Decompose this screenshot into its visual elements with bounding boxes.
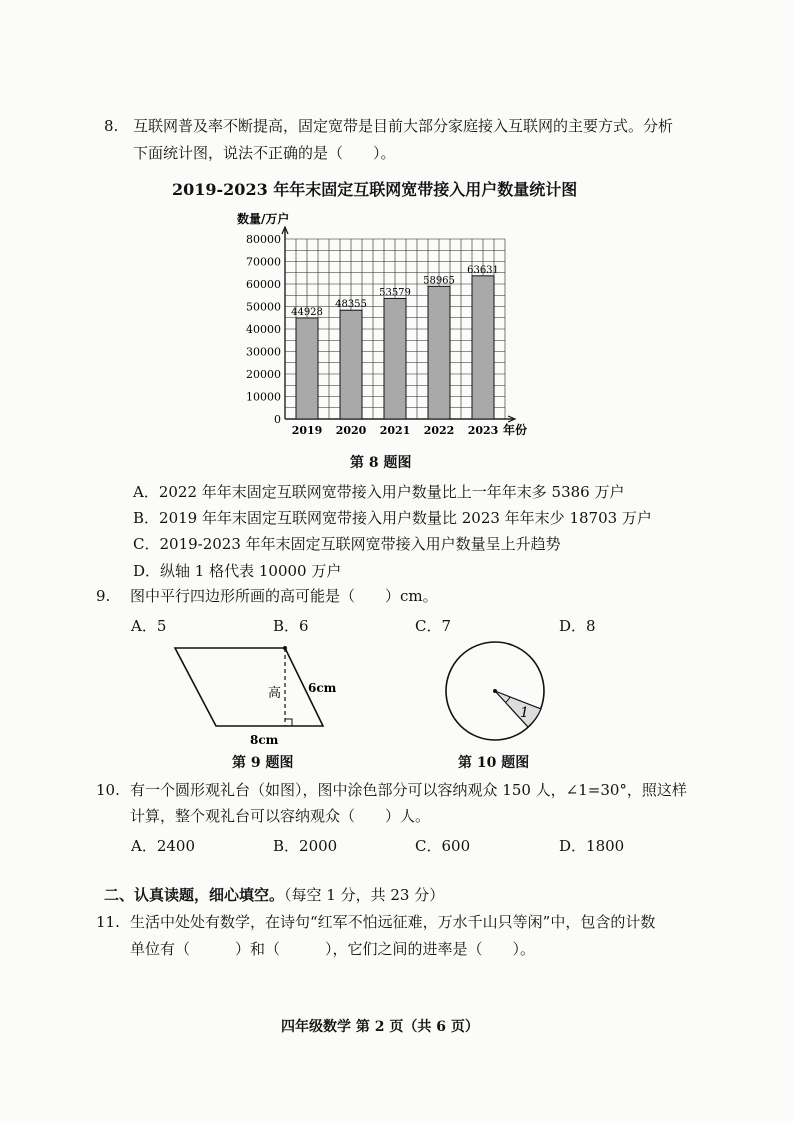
label-height: 高 bbox=[268, 686, 282, 701]
circle-figure bbox=[440, 635, 560, 755]
bar-2019 bbox=[296, 318, 318, 419]
chart-ylabel: 数量/万户 bbox=[237, 212, 290, 226]
height-top-dot bbox=[283, 646, 287, 650]
value-label-2019: 44928 bbox=[291, 306, 323, 318]
angle-label: 1 bbox=[520, 705, 529, 721]
page-footer: 四年级数学 第 2 页（共 6 页） bbox=[281, 1019, 479, 1035]
x-tick-label-2019: 2019 bbox=[291, 424, 323, 437]
q9-option-d[interactable]: D．8 bbox=[559, 617, 596, 635]
q10-option-c[interactable]: C．600 bbox=[415, 837, 471, 855]
q10-option-b[interactable]: B．2000 bbox=[273, 837, 338, 855]
q9-text: 图中平行四边形所画的高可能是（ ）cm。 bbox=[130, 587, 438, 605]
parallelogram-shape bbox=[175, 648, 323, 726]
section2-title: 二、认真读题，细心填空。 bbox=[104, 886, 285, 904]
y-tick-label: 10000 bbox=[246, 390, 281, 404]
section2-heading bbox=[104, 884, 444, 905]
x-tick-label-2023: 2023 bbox=[467, 424, 499, 437]
value-label-2020: 48355 bbox=[335, 299, 367, 311]
q10-option-d[interactable]: D．1800 bbox=[559, 837, 625, 855]
q11-text-line2: 单位有（ ）和（ ），它们之间的进率是（ ）。 bbox=[130, 940, 536, 958]
section2-note: （每空 1 分，共 23 分） bbox=[284, 886, 445, 904]
q10-text-line2: 计算，整个观礼台可以容纳观众（ ）人。 bbox=[130, 807, 431, 825]
circle-center bbox=[493, 689, 497, 693]
y-tick-label: 80000 bbox=[246, 233, 281, 246]
chart-xticks bbox=[292, 424, 499, 437]
shaded-sector bbox=[495, 691, 541, 727]
q8-option-d[interactable]: D．纵轴 1 格代表 10000 万户 bbox=[133, 562, 342, 580]
bar-2023 bbox=[472, 276, 494, 419]
q10-number: 10. bbox=[96, 781, 120, 799]
bar-2021 bbox=[384, 298, 406, 419]
value-label-2023: 63631 bbox=[467, 264, 499, 276]
y-tick-label: 60000 bbox=[246, 278, 281, 291]
q9-number: 9. bbox=[96, 587, 111, 605]
bar-2022 bbox=[428, 286, 450, 419]
right-angle-mark bbox=[285, 719, 292, 726]
q8-text-line2: 下面统计图，说法不正确的是（ ）。 bbox=[133, 144, 396, 162]
chart-title: 2019-2023 年年末固定互联网宽带接入用户数量统计图 bbox=[172, 180, 578, 199]
y-tick-label: 50000 bbox=[246, 300, 281, 314]
q10-option-a[interactable]: A．2400 bbox=[131, 837, 196, 855]
value-label-2022: 58965 bbox=[423, 275, 455, 287]
q9-option-b[interactable]: B．6 bbox=[273, 617, 309, 635]
q9-option-c[interactable]: C．7 bbox=[415, 617, 452, 635]
y-tick-label: 30000 bbox=[246, 345, 281, 359]
q8-number: 8. bbox=[104, 117, 119, 135]
chart-yticks bbox=[246, 233, 281, 426]
q9-caption: 第 9 题图 bbox=[232, 755, 294, 771]
label-base-8cm: 8cm bbox=[250, 733, 279, 747]
x-tick-label-2022: 2022 bbox=[423, 424, 455, 437]
q11-text-line1: 生活中处处有数学，在诗句“红军不怕远征难，万水千山只等闲”中，包含的计数 bbox=[130, 913, 656, 931]
parallelogram-figure bbox=[160, 640, 360, 750]
q8-caption: 第 8 题图 bbox=[350, 455, 412, 471]
q8-option-c[interactable]: C．2019-2023 年年末固定互联网宽带接入用户数量呈上升趋势 bbox=[133, 535, 561, 553]
x-tick-label-2020: 2020 bbox=[335, 424, 367, 437]
y-tick-label: 20000 bbox=[246, 368, 281, 381]
q9-option-a[interactable]: A．5 bbox=[131, 617, 167, 635]
value-label-2021: 53579 bbox=[379, 287, 411, 299]
bar-chart bbox=[225, 205, 545, 445]
q10-text-line1: 有一个圆形观礼台（如图），图中涂色部分可以容纳观众 150 人，∠1=30°，照这样 bbox=[130, 781, 687, 799]
x-tick-label-2021: 2021 bbox=[379, 424, 411, 437]
y-tick-label: 70000 bbox=[246, 255, 281, 269]
y-tick-label: 40000 bbox=[246, 323, 281, 336]
q10-caption: 第 10 题图 bbox=[458, 755, 530, 771]
q11-number: 11. bbox=[96, 913, 120, 931]
label-side-6cm: 6cm bbox=[308, 681, 337, 695]
chart-xlabel: 年份 bbox=[503, 423, 528, 437]
q8-option-a[interactable]: A．2022 年年末固定互联网宽带接入用户数量比上一年年末多 5386 万户 bbox=[133, 483, 625, 501]
q8-text-line1: 互联网普及率不断提高，固定宽带是目前大部分家庭接入互联网的主要方式。分析 bbox=[133, 117, 674, 135]
bar-2020 bbox=[340, 310, 362, 419]
y-tick-label: 0 bbox=[274, 413, 281, 426]
q8-option-b[interactable]: B．2019 年年末固定互联网宽带接入用户数量比 2023 年年末少 18703 万户 bbox=[133, 509, 652, 527]
